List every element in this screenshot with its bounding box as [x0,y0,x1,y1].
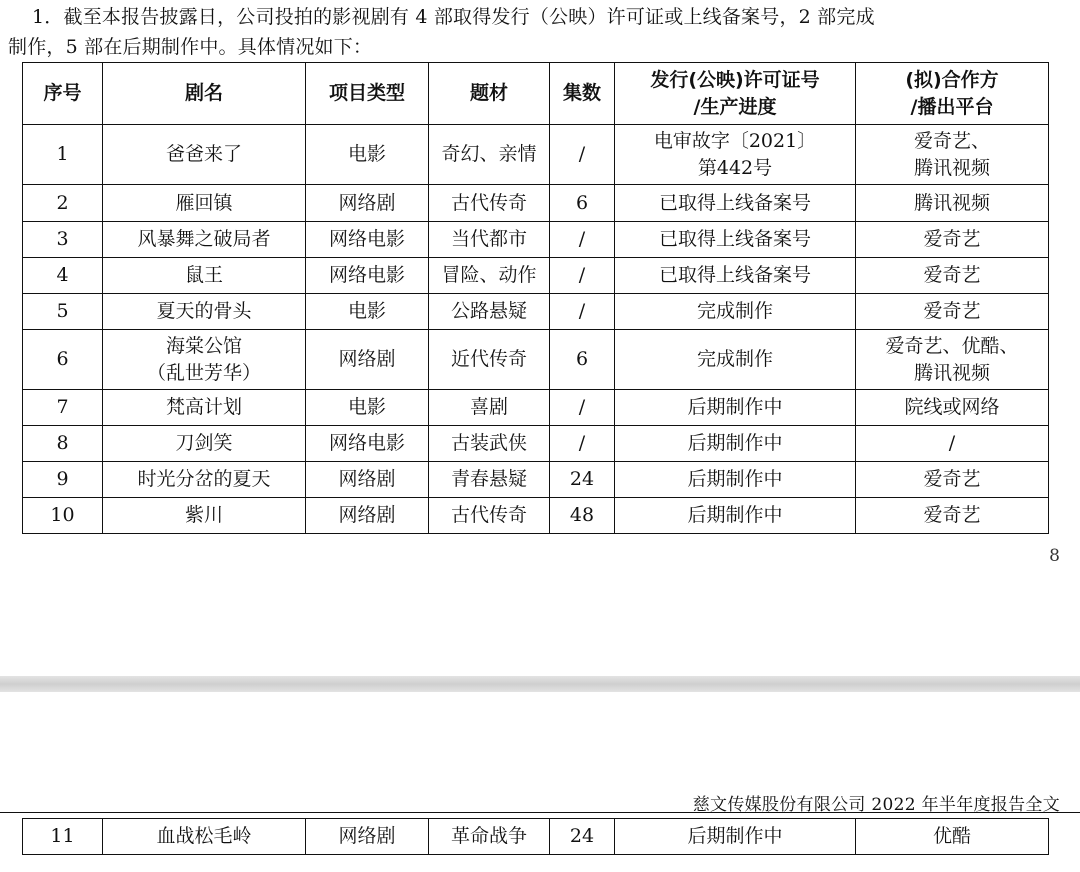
cell-license: 已取得上线备案号 [615,258,856,294]
cell-platform: 爱奇艺 [856,498,1049,534]
cell-platform [856,125,1049,185]
cell-name: 雁回镇 [103,185,306,222]
cell-platform: 爱奇艺 [856,462,1049,498]
cell-platform-line2: 腾讯视频 [913,361,990,384]
cell-type: 电影 [306,294,429,330]
cell-episodes: 48 [550,498,615,534]
header-theme: 题材 [429,63,550,125]
cell-episodes: 6 [550,185,615,222]
header-episodes: 集数 [550,63,615,125]
cell-episodes: / [550,390,615,426]
cell-no: 11 [23,819,103,855]
cell-theme: 当代都市 [429,222,550,258]
table-row [23,185,1049,222]
cell-name: 血战松毛岭 [103,819,306,855]
cell-theme: 公路悬疑 [429,294,550,330]
cell-no: 6 [23,330,103,390]
cell-episodes: / [550,426,615,462]
table-row [23,462,1049,498]
cell-theme: 古代传奇 [429,185,550,222]
cell-no: 1 [23,125,103,185]
cell-theme: 古装武侠 [429,426,550,462]
header-platform-line2: /播出平台 [910,95,994,118]
cell-name: 紫川 [103,498,306,534]
cell-platform-line1: 爱奇艺、优酷、 [885,334,1019,357]
table-row [23,258,1049,294]
page-separator [0,676,1080,692]
cell-license: 后期制作中 [615,819,856,855]
cell-type: 电影 [306,125,429,185]
cell-name: 风暴舞之破局者 [103,222,306,258]
cell-theme: 近代传奇 [429,330,550,390]
page-header-title: 慈文传媒股份有限公司 2022 年半年度报告全文 [692,795,1060,815]
cell-type: 网络电影 [306,258,429,294]
cell-license-line1: 电审故字〔2021〕 [653,129,817,152]
header-type: 项目类型 [306,63,429,125]
cell-platform: 院线或网络 [856,390,1049,426]
intro-line-1: 1．截至本报告披露日，公司投拍的影视剧有 4 部取得发行（公映）许可证或上线备案号，2 部完成 [32,6,875,28]
cell-no: 5 [23,294,103,330]
cell-name-line2: （乱世芳华） [146,361,261,384]
cell-name: 鼠王 [103,258,306,294]
cell-license-line2: 第442号 [697,156,773,179]
intro-paragraph [8,2,1072,62]
cell-name: 刀剑笑 [103,426,306,462]
cell-platform [856,330,1049,390]
cell-name: 爸爸来了 [103,125,306,185]
cell-episodes: / [550,125,615,185]
cell-license: 已取得上线备案号 [615,222,856,258]
cell-type: 网络电影 [306,222,429,258]
cell-license: 后期制作中 [615,498,856,534]
header-platform-line1: (拟)合作方 [905,68,999,91]
cell-type: 网络电影 [306,426,429,462]
table-row [23,330,1049,390]
film-project-table [22,62,1049,534]
cell-license: 后期制作中 [615,426,856,462]
cell-type: 网络剧 [306,462,429,498]
header-platform [856,63,1049,125]
cell-type: 网络剧 [306,819,429,855]
cell-platform-line1: 爱奇艺、 [913,129,990,152]
table-row [23,222,1049,258]
cell-platform: 爱奇艺 [856,222,1049,258]
cell-no: 7 [23,390,103,426]
cell-episodes: 24 [550,462,615,498]
cell-platform: 爱奇艺 [856,294,1049,330]
cell-license: 后期制作中 [615,390,856,426]
table-header-row [23,63,1049,125]
table-row [23,294,1049,330]
cell-no: 8 [23,426,103,462]
header-license-line1: 发行(公映)许可证号 [650,68,820,91]
cell-no: 3 [23,222,103,258]
cell-theme: 古代传奇 [429,498,550,534]
cell-episodes: / [550,294,615,330]
intro-line-2: 制作，5 部在后期制作中。具体情况如下： [8,36,373,58]
header-name: 剧名 [103,63,306,125]
cell-no: 2 [23,185,103,222]
cell-type: 网络剧 [306,330,429,390]
cell-platform: 优酷 [856,819,1049,855]
cell-license: 已取得上线备案号 [615,185,856,222]
cell-name: 时光分岔的夏天 [103,462,306,498]
cell-license: 后期制作中 [615,462,856,498]
cell-license: 完成制作 [615,294,856,330]
page-header-rule [0,812,1080,813]
page-number: 8 [1049,546,1060,566]
table-row [23,390,1049,426]
cell-type: 网络剧 [306,185,429,222]
header-no: 序号 [23,63,103,125]
cell-name: 夏天的骨头 [103,294,306,330]
cell-episodes: / [550,222,615,258]
cell-episodes: 24 [550,819,615,855]
cell-theme: 青春悬疑 [429,462,550,498]
cell-name [103,330,306,390]
table-row [23,819,1049,855]
cell-theme: 奇幻、亲情 [429,125,550,185]
cell-name: 梵高计划 [103,390,306,426]
cell-name-line1: 海棠公馆 [165,334,242,357]
cell-episodes: 6 [550,330,615,390]
cell-type: 电影 [306,390,429,426]
cell-platform: 腾讯视频 [856,185,1049,222]
header-license [615,63,856,125]
header-license-line2: /生产进度 [693,95,777,118]
cell-type: 网络剧 [306,498,429,534]
cell-license [615,125,856,185]
cell-theme: 冒险、动作 [429,258,550,294]
film-project-table-continued [22,818,1049,855]
cell-platform-line2: 腾讯视频 [913,156,990,179]
cell-platform: / [856,426,1049,462]
cell-theme: 革命战争 [429,819,550,855]
table-row [23,426,1049,462]
cell-no: 4 [23,258,103,294]
cell-no: 10 [23,498,103,534]
cell-theme: 喜剧 [429,390,550,426]
cell-no: 9 [23,462,103,498]
cell-episodes: / [550,258,615,294]
cell-platform: 爱奇艺 [856,258,1049,294]
cell-license: 完成制作 [615,330,856,390]
table-row [23,125,1049,185]
table-row [23,498,1049,534]
